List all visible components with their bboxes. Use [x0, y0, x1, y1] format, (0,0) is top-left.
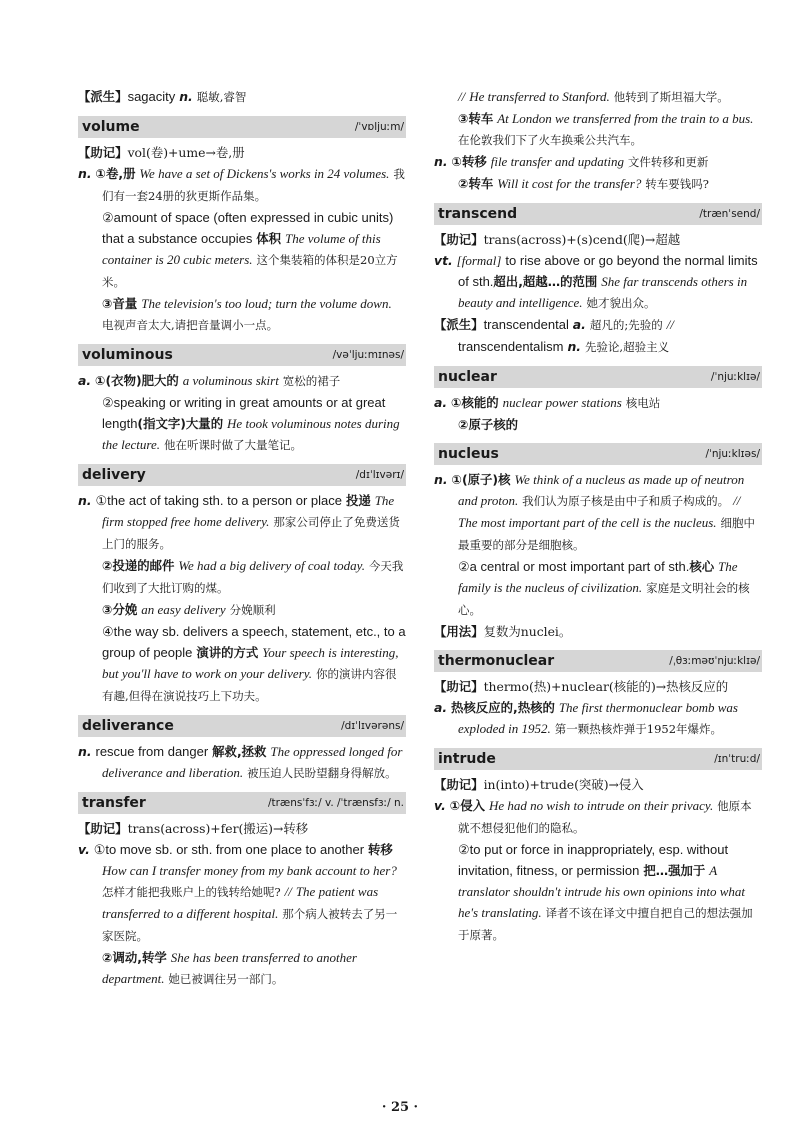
sense-zh: 演讲的方式 — [196, 645, 259, 660]
entry-deliverance — [78, 715, 406, 784]
sense-zh: 投递 — [345, 493, 371, 508]
sense-def: ①核能的 — [451, 395, 499, 410]
example-translation: 家庭是文明社会的核心。 — [458, 581, 750, 617]
sense — [434, 250, 762, 314]
headword-bar — [434, 748, 762, 770]
page-number: · 25 · — [381, 1100, 419, 1115]
sense — [434, 173, 762, 195]
sense-def: ②转车 — [458, 176, 494, 191]
example: At London we transferred from the train to a bus. — [497, 111, 754, 126]
example-translation: 我们认为原子核是由中子和质子构成的。 — [522, 494, 730, 508]
sense — [434, 151, 762, 173]
entry-nucleus — [434, 443, 762, 642]
translation: 聪敏,睿智 — [196, 90, 247, 104]
sense — [78, 392, 406, 456]
entry-transcend — [434, 203, 762, 358]
sense-zh: 把…强加于 — [643, 863, 706, 878]
example-translation: 在伦敦我们下了火车换乘公共汽车。 — [458, 133, 642, 147]
headword-bar — [78, 116, 406, 138]
example-translation: 我们有一套24册的狄更斯作品集。 — [102, 167, 405, 203]
mnemonic-tag: 【助记】 — [434, 777, 484, 792]
mnemonic-tag: 【助记】 — [434, 232, 484, 247]
mnemonic-tag: 【助记】 — [78, 145, 128, 160]
pronunciation: /ˌθɜːməʊˈnjuːklɪə/ — [669, 655, 760, 667]
sense-def: ③音量 — [102, 296, 138, 311]
headword: volume — [82, 119, 140, 135]
sense-def: ①(衣物)肥大的 — [95, 373, 179, 388]
sense — [434, 392, 762, 414]
sense — [434, 108, 762, 151]
sense-zh: 超出,超越…的范围 — [493, 274, 598, 289]
sense — [78, 293, 406, 336]
example: She far transcends others in beauty and intelligence. — [458, 274, 748, 310]
sense — [434, 839, 762, 946]
sense-def: ①转移 — [451, 154, 487, 169]
pos: v. — [434, 798, 446, 813]
example-translation: 那家公司停止了免费送货上门的服务。 — [102, 515, 400, 551]
pos: n. — [78, 166, 92, 181]
example-translation: 电视声音太大,请把音量调小一点。 — [102, 318, 279, 332]
example: nuclear power stations — [502, 395, 622, 410]
example-translation: 他在听课时做了大量笔记。 — [163, 438, 302, 452]
mnemonic-text: trans(across)+(s)cend(爬)→超越 — [483, 232, 681, 247]
pronunciation: /ɪnˈtruːd/ — [714, 753, 760, 765]
sense-zh: 解救,拯救 — [212, 744, 267, 759]
example-translation: 被压迫人民盼望翻身得解放。 — [247, 766, 397, 780]
example: file transfer and updating — [490, 154, 624, 169]
pos: vt. — [434, 253, 453, 268]
example: The patient was transferred to a different hospital. — [102, 884, 379, 921]
usage-text: 复数为nuclei。 — [483, 624, 572, 639]
sense-zh: 核心 — [689, 559, 715, 574]
mnemonic-text: thermo(热)+nuclear(核能的)→热核反应的 — [483, 679, 729, 694]
separator: // — [284, 884, 292, 899]
pronunciation: /ˈnjuːklɪəs/ — [705, 448, 760, 460]
sense-zh: (指文字)大量的 — [137, 416, 224, 431]
example: We have a set of Dickens's works in 24 volumes. — [139, 166, 390, 181]
sense — [78, 163, 406, 207]
example: We think of a nucleus as made up of neutron and proton. — [458, 472, 745, 508]
example-translation: 怎样才能把我账户上的钱转给她呢? — [102, 885, 281, 899]
headword-bar — [434, 650, 762, 672]
sense-def: ①the act of taking sth. to a person or place — [95, 493, 343, 508]
translation: 先验论,超验主义 — [584, 340, 670, 354]
entry-transfer — [78, 792, 406, 990]
sense-def: ②调动,转学 — [102, 950, 167, 965]
example: The most important part of the cell is the nucleus. — [458, 515, 717, 530]
entry-thermonuclear — [434, 650, 762, 740]
register-label: [formal] — [456, 253, 502, 268]
headword: deliverance — [82, 718, 174, 734]
sense — [78, 370, 406, 392]
pos: n. — [434, 472, 448, 487]
sense-def: ①侵入 — [449, 798, 486, 813]
pronunciation: /dɪˈlɪvərɪ/ — [355, 469, 404, 481]
example: She has been transferred to another department. — [102, 950, 357, 986]
headword-bar — [78, 464, 406, 486]
pos: n. — [78, 744, 92, 759]
entry-nuclear — [434, 366, 762, 435]
sense-def: ④the way sb. delivers a speech, statement, etc., to a group of people — [102, 624, 406, 660]
sense — [78, 490, 406, 555]
mnemonic-text: trans(across)+fer(搬运)→转移 — [127, 821, 309, 836]
sense-def: to rise above or go beyond the normal limits of sth. — [458, 253, 758, 289]
pronunciation: /vəˈljuːmɪnəs/ — [332, 349, 404, 361]
sense-def: ③转车 — [458, 111, 494, 126]
pronunciation: /dɪˈlɪvərəns/ — [341, 720, 404, 732]
sense-def: ①卷,册 — [95, 166, 136, 181]
derived-word: sagacity — [127, 89, 176, 104]
mnemonic-tag: 【助记】 — [434, 679, 484, 694]
pos: a. — [434, 395, 448, 410]
entry-delivery — [78, 464, 406, 707]
mnemonic-tag: 【助记】 — [78, 821, 128, 836]
sense — [434, 414, 762, 435]
headword-bar — [78, 715, 406, 737]
example-translation: 转车要钱吗? — [645, 177, 709, 191]
sense — [78, 839, 406, 947]
right-column — [434, 86, 762, 954]
derived-word: transcendentalism — [458, 339, 564, 354]
sense — [434, 697, 762, 740]
headword-bar — [434, 203, 762, 225]
mnemonic-text: in(into)+trude(突破)→侵入 — [483, 777, 644, 792]
pos: n. — [179, 89, 193, 104]
example: We had a big delivery of coal today. — [178, 558, 365, 573]
translation: 超凡的;先验的 — [589, 318, 663, 332]
pos: a. — [434, 700, 448, 715]
separator: // — [733, 493, 741, 508]
sense-def: rescue from danger — [95, 744, 209, 759]
sense — [78, 555, 406, 599]
derivation — [434, 314, 762, 358]
separator: // — [666, 317, 674, 332]
sense-zh: 体积 — [256, 231, 282, 246]
pos: a. — [572, 317, 586, 332]
mnemonic-text: vol(卷)+ume→卷,册 — [127, 145, 245, 160]
separator: // — [458, 89, 466, 104]
pos: v. — [78, 842, 90, 857]
headword: delivery — [82, 467, 146, 483]
example: Will it cost for the transfer? — [497, 176, 642, 191]
example-translation: 细胞中最重要的部分是细胞核。 — [458, 516, 755, 552]
example-translation: 核电站 — [625, 396, 661, 410]
pronunciation: /trænsˈfɜː/ v. /ˈtrænsfɜː/ n. — [267, 797, 404, 809]
left-column — [78, 86, 406, 998]
example-translation: 译者不该在译文中擅自把自己的想法强加于原著。 — [458, 906, 753, 942]
headword: nuclear — [438, 369, 497, 385]
example: He took voluminous notes during the lecture. — [102, 416, 400, 452]
sense-def: ②投递的邮件 — [102, 558, 175, 573]
example-translation: 这个集装箱的体积是20立方米。 — [102, 253, 398, 289]
example-translation: 她已被调往另一部门。 — [168, 972, 284, 986]
pos: n. — [567, 339, 581, 354]
example-translation: 今天我们收到了大批订购的煤。 — [102, 559, 404, 595]
sense — [434, 86, 762, 108]
pronunciation: /ˈnjuːklɪə/ — [710, 371, 760, 383]
example: The television's too loud; turn the volume down. — [141, 296, 392, 311]
example: an easy delivery — [141, 602, 226, 617]
sense-def: ②to put or force in inappropriately, esp. without invitation, fitness, or permission — [458, 842, 729, 878]
sense — [78, 207, 406, 293]
example-translation: 她才貌出众。 — [586, 296, 656, 310]
example: A translator shouldn't intrude his own opinions into what he's translating. — [458, 863, 746, 920]
sense-def: ②a central or most important part of sth. — [458, 559, 690, 574]
headword: thermonuclear — [438, 653, 555, 669]
example: He transferred to Stanford. — [469, 89, 610, 104]
sense — [434, 469, 762, 556]
headword: nucleus — [438, 446, 499, 462]
derivation-sagacity — [78, 86, 406, 108]
pronunciation: /ˈvɒljuːm/ — [354, 121, 404, 133]
sense — [78, 621, 406, 707]
sense-def: ②speaking or writing in great amounts or at great length — [102, 395, 386, 431]
headword-bar — [434, 443, 762, 465]
sense — [434, 795, 762, 839]
example-translation: 宽松的裙子 — [282, 374, 341, 388]
derivation-tag: 【派生】 — [434, 317, 484, 332]
entry-voluminous — [78, 344, 406, 456]
example: The volume of this container is 20 cubic meters. — [102, 231, 381, 267]
example: The family is the nucleus of civilization. — [458, 559, 738, 595]
entry-transfer-continued — [434, 86, 762, 195]
example-translation: 第一颗热核炸弹于1952年爆炸。 — [554, 722, 723, 736]
sense — [78, 599, 406, 621]
example: a voluminous skirt — [182, 373, 279, 388]
sense — [78, 947, 406, 990]
sense-def: ②amount of space (often expressed in cubic units) that a substance occupies — [102, 210, 394, 246]
example-translation: 分娩顺利 — [229, 603, 276, 617]
example: How can I transfer money from my bank account to her? — [102, 863, 397, 878]
headword: voluminous — [82, 347, 173, 363]
example-translation: 他原本就不想侵犯他们的隐私。 — [458, 799, 752, 835]
pronunciation: /trænˈsend/ — [699, 208, 760, 220]
entry-intrude — [434, 748, 762, 946]
example: The firm stopped free home delivery. — [102, 493, 395, 529]
pos: a. — [78, 373, 92, 388]
example: Your speech is interesting, but you'll have to work on your delivery. — [102, 645, 399, 681]
headword-bar — [78, 344, 406, 366]
derivation-tag: 【派生】 — [78, 89, 128, 104]
pos: n. — [434, 154, 448, 169]
example: He had no wish to intrude on their privacy. — [488, 798, 714, 813]
sense-zh: 转移 — [368, 842, 393, 857]
example-translation: 你的演讲内容很有趣,但得在演说技巧上下功夫。 — [102, 667, 397, 703]
sense — [434, 556, 762, 621]
sense-zh: 热核反应的,热核的 — [451, 700, 555, 715]
usage-tag: 【用法】 — [434, 624, 484, 639]
example-translation: 那个病人被转去了另一家医院。 — [102, 907, 398, 943]
headword: transcend — [438, 206, 518, 222]
sense-def: ②原子核的 — [458, 417, 519, 432]
example-translation: 文件转移和更新 — [627, 155, 709, 169]
example: The first thermonuclear bomb was exploded in 1952. — [458, 700, 738, 736]
entry-volume — [78, 116, 406, 336]
headword-bar — [78, 792, 406, 814]
pos: n. — [78, 493, 92, 508]
sense-def: ①(原子)核 — [451, 472, 511, 487]
headword-bar — [434, 366, 762, 388]
headword: intrude — [438, 751, 496, 767]
example-translation: 他转到了斯坦福大学。 — [613, 90, 729, 104]
sense-def: ③分娩 — [102, 602, 138, 617]
sense-def: ①to move sb. or sth. from one place to another — [93, 842, 365, 857]
headword: transfer — [82, 795, 146, 811]
sense — [78, 741, 406, 784]
example: The oppressed longed for deliverance and liberation. — [102, 744, 403, 780]
derived-word: transcendental — [483, 317, 569, 332]
